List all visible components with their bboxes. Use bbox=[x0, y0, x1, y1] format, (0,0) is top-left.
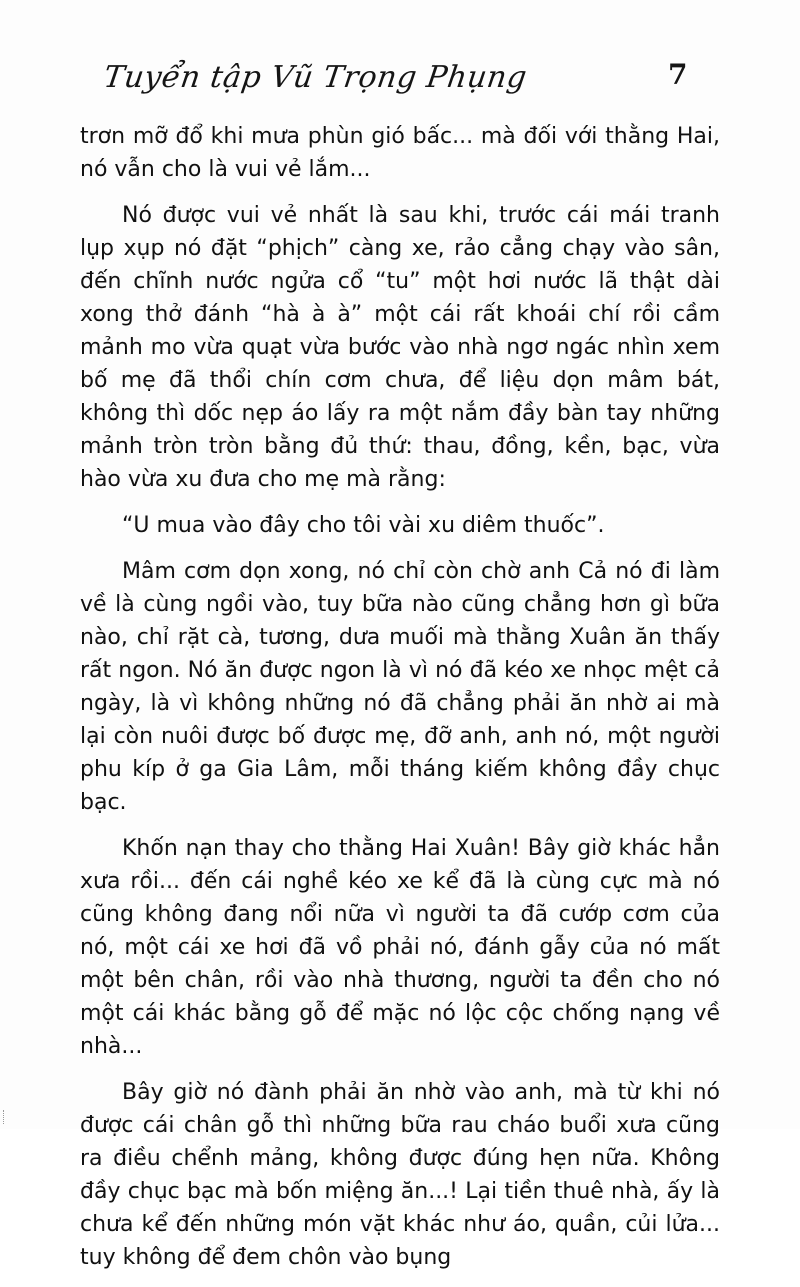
paragraph: Khốn nạn thay cho thằng Hai Xuân! Bây giờ khác hẳn xưa rồi... đến cái nghề kéo xe kể đã là cùng cực mà nó cũng không đang nổi nữa vì người ta đã cướp cơm của nó, một cái xe hơi đã vồ phải nó, đánh gẫy của nó mất một bên chân, rồi vào nhà thương, người ta đền cho nó một cái khác bằng gỗ để mặc nó lộc cộc chống nạng về nhà... bbox=[80, 836, 720, 1059]
page-number: 7 bbox=[668, 58, 688, 91]
dialogue-line: “U mua vào đây cho tôi vài xu diêm thuốc”. bbox=[122, 513, 605, 538]
body-text bbox=[80, 120, 720, 1287]
paragraph: Mâm cơm dọn xong, nó chỉ còn chờ anh Cả nó đi làm về là cùng ngồi vào, tuy bữa nào cũng chẳng hơn gì bữa nào, chỉ rặt cà, tương, dưa muối mà thằng Xuân ăn thấy rất ngon. Nó ăn được ngon là vì nó đã kéo xe nhọc mệt cả ngày, là vì không những nó đã chẳng phải ăn nhờ ai mà lại còn nuôi được bố được mẹ, đỡ anh, anh nó, một người phu kíp ở ga Gia Lâm, mỗi tháng kiếm không đầy chục bạc. bbox=[80, 559, 720, 815]
scan-edge-mark bbox=[3, 1110, 6, 1124]
paragraph: Bây giờ nó đành phải ăn nhờ vào anh, mà từ khi nó được cái chân gỗ thì những bữa rau cháo buổi xưa cũng ra điều chểnh mảng, không được đúng hẹn nữa. Không đầy chục bạc mà bốn miệng ăn...! Lại tiền thuê nhà, ấy là chưa kể đến những món vặt khác như áo, quần, củi lửa... tuy không để đem chôn vào bụng bbox=[80, 1080, 720, 1270]
paragraph: trơn mỡ đổ khi mưa phùn gió bấc... mà đối với thằng Hai, nó vẫn cho là vui vẻ lắm... bbox=[80, 124, 720, 182]
paragraph: Nó được vui vẻ nhất là sau khi, trước cái mái tranh lụp xụp nó đặt “phịch” càng xe, rảo cẳng chạy vào sân, đến chĩnh nước ngửa cổ “tu” một hơi nước lã thật dài xong thở đánh “hà à à” một cái rất khoái chí rồi cầm mảnh mo vừa quạt vừa bước vào nhà ngơ ngác nhìn xem bố mẹ đã thổi chín cơm chưa, để liệu dọn mâm bát, không thì dốc nẹp áo lấy ra một nắm đầy bàn tay những mảnh tròn tròn bằng đủ thứ: thau, đồng, kền, bạc, vừa hào vừa xu đưa cho mẹ mà rằng: bbox=[80, 203, 720, 492]
running-head: Tuyển tập Vũ Trọng Phụng bbox=[101, 60, 530, 95]
